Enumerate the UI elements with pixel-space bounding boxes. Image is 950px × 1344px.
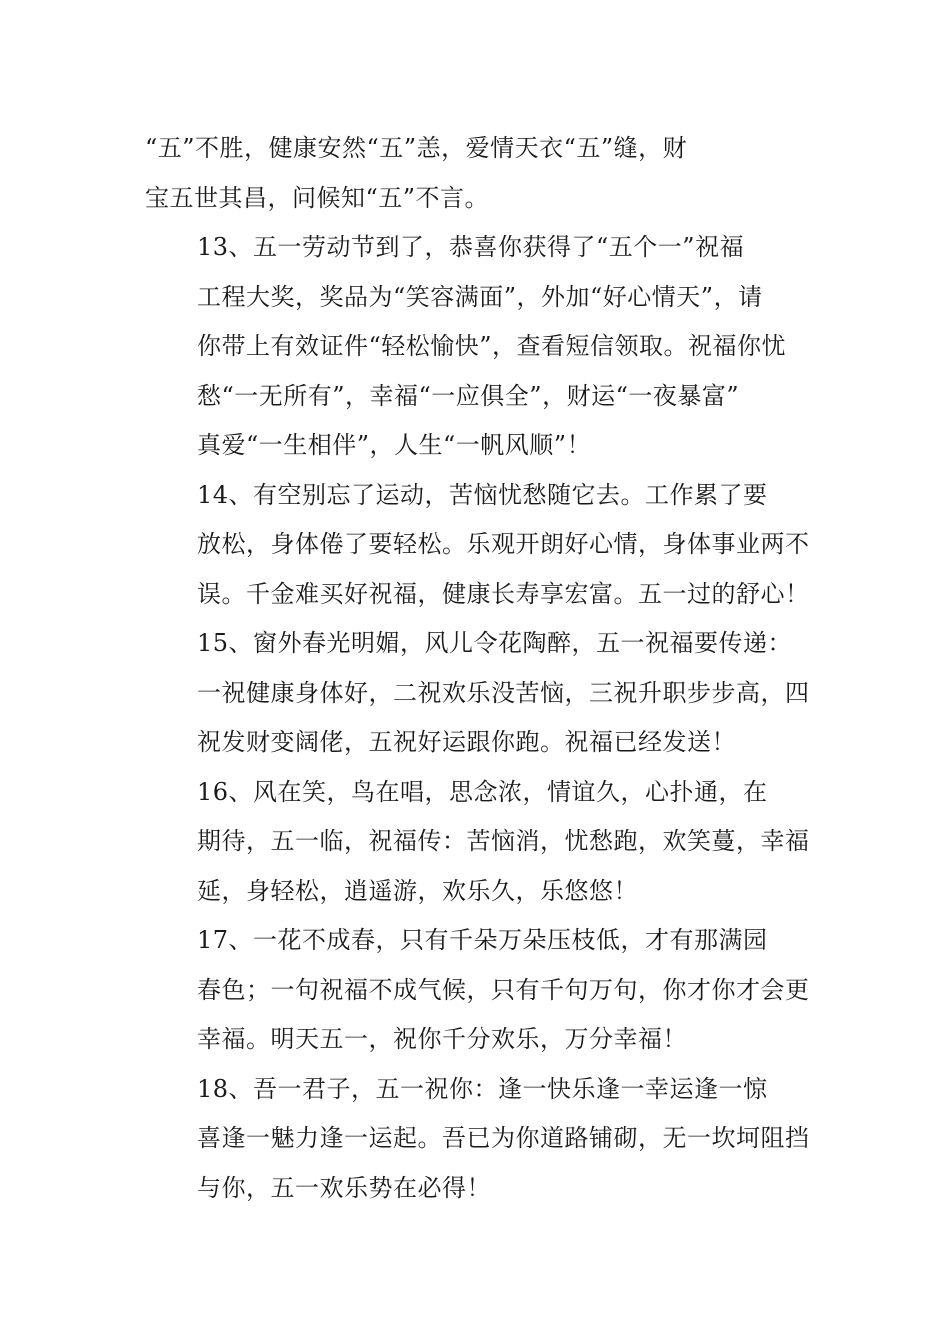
paragraph-14 <box>145 471 810 620</box>
paragraph-16 <box>145 768 810 917</box>
paragraph-15 <box>145 619 810 768</box>
text-line: 春色；一句祝福不成气候，只有千句万句，你才你才会更 <box>197 975 810 1004</box>
text-line: 放松，身体倦了要轻松。乐观开朗好心情，身体事业两不 <box>197 530 810 558</box>
paragraph-continuation <box>145 124 810 223</box>
text-line: 祝发财变阔佬，五祝好运跟你跑。祝福已经发送！ <box>197 728 736 756</box>
text-line: 真爱“一生相伴”，人生“一帆风顺”！ <box>197 431 592 459</box>
text-line: 16、风在笑，鸟在唱，思念浓，情谊久，心扑通，在 <box>197 777 768 806</box>
document-body <box>145 124 810 1213</box>
paragraph-13 <box>145 223 810 471</box>
text-line: 17、一花不成春，只有千朵万朵压枝低，才有那满园 <box>197 926 768 954</box>
paragraph-18 <box>145 1065 810 1214</box>
text-line: 愁“一无所有”，幸福“一应俱全”，财运“一夜暴富” <box>197 381 740 410</box>
text-line: 与你，五一欢乐势在必得！ <box>197 1173 491 1202</box>
text-line: 误。千金难买好祝福，健康长寿享宏富。五一过的舒心！ <box>197 579 810 608</box>
text-line: “五”不胜，健康安然“五”恙，爱情天衣“五”缝，财 <box>145 134 688 162</box>
text-line: 13、五一劳动节到了，恭喜你获得了“五个一”祝福 <box>197 233 745 261</box>
text-line: 期待，五一临，祝福传：苦恼消，忧愁跑，欢笑蔓，幸福 <box>197 827 810 855</box>
text-line: 幸福。明天五一，祝你千分欢乐，万分幸福！ <box>197 1025 687 1053</box>
text-line: 你带上有效证件“轻松愉快”，查看短信领取。祝福你忧 <box>197 332 787 360</box>
text-line: 14、有空别忘了运动，苦恼忧愁随它去。工作累了要 <box>197 480 768 509</box>
text-line: 15、窗外春光明媚，风儿令花陶醉，五一祝福要传递： <box>197 629 793 657</box>
text-line: 工程大奖，奖品为“笑容满面”，外加“好心情天”，请 <box>197 282 763 311</box>
text-line: 延，身轻松，逍遥游，欢乐久，乐悠悠！ <box>197 876 638 905</box>
text-line: 喜逢一魅力逢一运起。吾已为你道路铺砌，无一坎坷阻挡 <box>197 1124 810 1152</box>
text-line: 宝五世其昌，问候知“五”不言。 <box>145 183 490 212</box>
text-line: 一祝健康身体好，二祝欢乐没苦恼，三祝升职步步高，四 <box>197 678 810 707</box>
text-line: 18、吾一君子，五一祝你：逢一快乐逢一幸运逢一惊 <box>197 1074 768 1103</box>
paragraph-17 <box>145 916 810 1065</box>
